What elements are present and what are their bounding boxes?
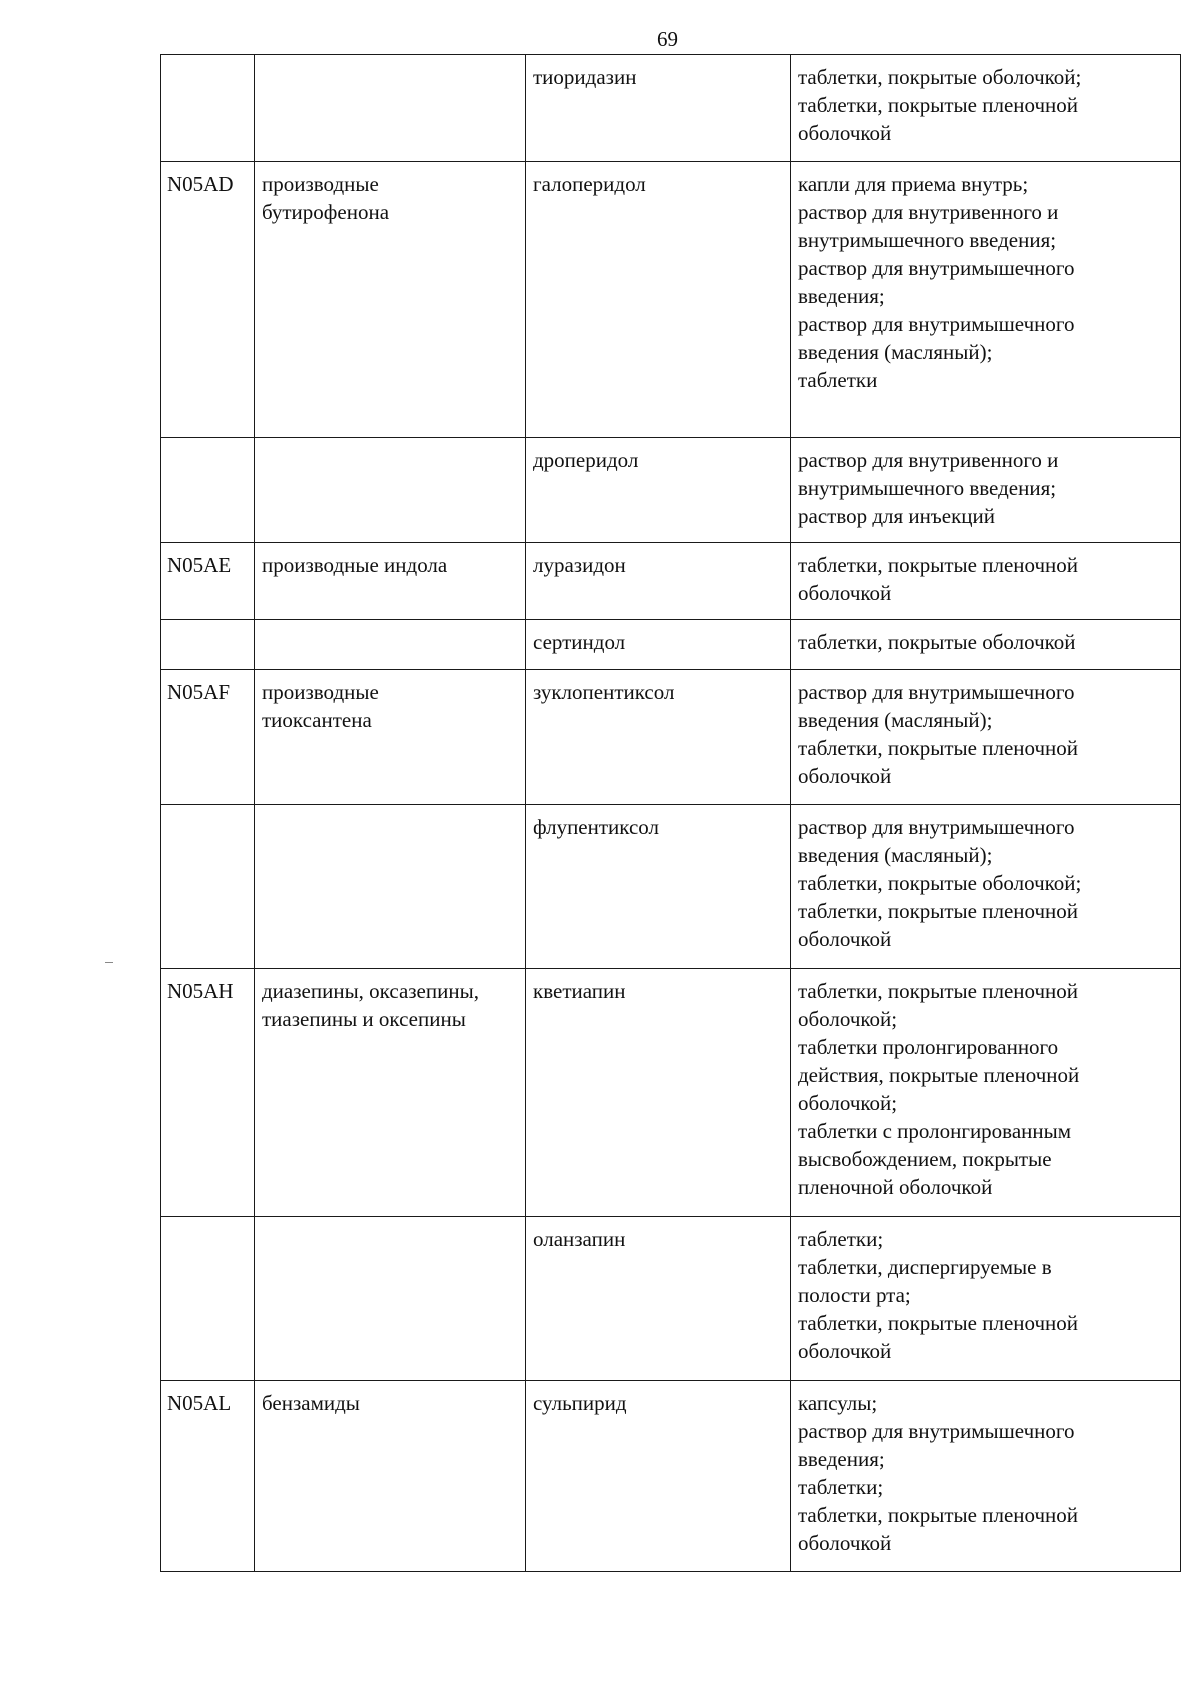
table-row — [161, 670, 1181, 805]
atc-code: N05AF — [167, 680, 231, 704]
dosage-form-line: таблетки, покрытые пленочной — [798, 553, 1079, 577]
dosage-form-line: введения (масляный); — [798, 340, 993, 364]
dosage-forms-cell — [791, 1381, 1181, 1572]
dosage-form-line: действия, покрытые пленочной — [798, 1063, 1080, 1087]
group-cell — [255, 969, 526, 1217]
dosage-form-line: таблетки пролонгированного — [798, 1035, 1059, 1059]
group-line: тиазепины и оксепины — [262, 1007, 466, 1031]
dosage-form-line: оболочкой; — [798, 1007, 898, 1031]
group-line: бензамиды — [262, 1391, 360, 1415]
drug-cell — [526, 1381, 791, 1572]
atc-code-cell — [161, 1381, 255, 1572]
atc-code-cell — [161, 805, 255, 969]
drug-cell — [526, 969, 791, 1217]
dosage-form-line: полости рта; — [798, 1283, 911, 1307]
dosage-form-line: раствор для внутримышечного — [798, 815, 1075, 839]
dosage-forms-cell — [791, 162, 1181, 438]
dosage-form-line: оболочкой — [798, 764, 892, 788]
atc-code-cell — [161, 438, 255, 543]
drug-name: дроперидол — [533, 448, 639, 472]
dosage-form-line: раствор для внутримышечного — [798, 256, 1075, 280]
group-line: производные индола — [262, 553, 448, 577]
dosage-form-line: оболочкой — [798, 1531, 892, 1555]
dosage-form-line: внутримышечного введения; — [798, 228, 1057, 252]
dosage-form-line: таблетки; — [798, 1227, 884, 1251]
dosage-form-line: капли для приема внутрь; — [798, 172, 1029, 196]
drug-name: галоперидол — [533, 172, 646, 196]
drug-name: зуклопентиксол — [533, 680, 675, 704]
atc-code-cell — [161, 1217, 255, 1381]
dosage-forms-cell — [791, 55, 1181, 162]
dosage-forms-cell — [791, 543, 1181, 620]
dosage-form-line: раствор для внутримышечного — [798, 680, 1075, 704]
group-cell — [255, 805, 526, 969]
dosage-form-line: таблетки — [798, 368, 878, 392]
dosage-form-line: таблетки, покрытые пленочной — [798, 1311, 1079, 1335]
scan-speck — [105, 962, 113, 963]
dosage-form-line: таблетки, покрытые пленочной — [798, 736, 1079, 760]
dosage-forms-cell — [791, 805, 1181, 969]
drug-cell — [526, 55, 791, 162]
drug-name: оланзапин — [533, 1227, 626, 1251]
drug-name: тиоридазин — [533, 65, 637, 89]
drug-cell — [526, 162, 791, 438]
atc-code: N05AE — [167, 553, 232, 577]
atc-code-cell — [161, 55, 255, 162]
drug-cell — [526, 543, 791, 620]
dosage-form-line: введения; — [798, 1447, 885, 1471]
drug-cell — [526, 620, 791, 670]
drug-name: сертиндол — [533, 630, 626, 654]
dosage-form-line: оболочкой — [798, 581, 892, 605]
dosage-form-line: таблетки, диспергируемые в — [798, 1255, 1052, 1279]
dosage-form-line: раствор для внутривенного и — [798, 448, 1059, 472]
dosage-form-line: таблетки, покрытые оболочкой; — [798, 65, 1082, 89]
atc-code-cell — [161, 969, 255, 1217]
dosage-form-line: оболочкой — [798, 121, 892, 145]
group-cell — [255, 162, 526, 438]
page-number: 69 — [657, 27, 678, 51]
dosage-form-line: оболочкой — [798, 927, 892, 951]
table-row — [161, 620, 1181, 670]
table-row — [161, 55, 1181, 162]
table-row — [161, 162, 1181, 438]
atc-code: N05AH — [167, 979, 234, 1003]
group-line: производные — [262, 680, 379, 704]
dosage-forms-cell — [791, 438, 1181, 543]
dosage-form-line: таблетки, покрытые пленочной — [798, 979, 1079, 1003]
group-cell — [255, 438, 526, 543]
dosage-form-line: раствор для внутривенного и — [798, 200, 1059, 224]
atc-code-cell — [161, 543, 255, 620]
dosage-forms-cell — [791, 969, 1181, 1217]
table-body — [161, 55, 1181, 1572]
group-line: диазепины, оксазепины, — [262, 979, 479, 1003]
group-line: бутирофенона — [262, 200, 390, 224]
dosage-form-line: введения; — [798, 284, 885, 308]
dosage-form-line: таблетки, покрытые оболочкой; — [798, 871, 1082, 895]
drug-name: луразидон — [533, 553, 626, 577]
group-line: производные — [262, 172, 379, 196]
group-cell — [255, 543, 526, 620]
dosage-form-line: таблетки, покрытые пленочной — [798, 899, 1079, 923]
table-row — [161, 438, 1181, 543]
group-cell — [255, 670, 526, 805]
group-line: тиоксантена — [262, 708, 372, 732]
dosage-form-line: таблетки, покрытые оболочкой — [798, 630, 1076, 654]
table-row — [161, 543, 1181, 620]
atc-code-cell — [161, 620, 255, 670]
table-row — [161, 969, 1181, 1217]
drug-cell — [526, 670, 791, 805]
dosage-form-line: таблетки, покрытые пленочной — [798, 93, 1079, 117]
dosage-form-line: раствор для инъекций — [798, 504, 995, 528]
dosage-form-line: раствор для внутримышечного — [798, 1419, 1075, 1443]
dosage-form-line: оболочкой; — [798, 1091, 898, 1115]
drug-table — [160, 54, 1181, 1572]
group-cell — [255, 55, 526, 162]
dosage-form-line: таблетки с пролонгированным — [798, 1119, 1072, 1143]
dosage-form-line: внутримышечного введения; — [798, 476, 1057, 500]
dosage-form-line: капсулы; — [798, 1391, 878, 1415]
dosage-form-line: таблетки; — [798, 1475, 884, 1499]
group-cell — [255, 1217, 526, 1381]
dosage-form-line: пленочной оболочкой — [798, 1175, 993, 1199]
dosage-forms-cell — [791, 620, 1181, 670]
dosage-form-line: раствор для внутримышечного — [798, 312, 1075, 336]
dosage-forms-cell — [791, 1217, 1181, 1381]
table-row — [161, 805, 1181, 969]
group-cell — [255, 1381, 526, 1572]
drug-cell — [526, 438, 791, 543]
dosage-form-line: введения (масляный); — [798, 843, 993, 867]
atc-code-cell — [161, 670, 255, 805]
table-row — [161, 1217, 1181, 1381]
drug-name: кветиапин — [533, 979, 626, 1003]
dosage-form-line: высвобождением, покрытые — [798, 1147, 1052, 1171]
dosage-forms-cell — [791, 670, 1181, 805]
drug-name: флупентиксол — [533, 815, 659, 839]
dosage-form-line: введения (масляный); — [798, 708, 993, 732]
atc-code-cell — [161, 162, 255, 438]
dosage-form-line: таблетки, покрытые пленочной — [798, 1503, 1079, 1527]
dosage-form-line: оболочкой — [798, 1339, 892, 1363]
drug-cell — [526, 1217, 791, 1381]
group-cell — [255, 620, 526, 670]
drug-name: сульпирид — [533, 1391, 627, 1415]
drug-cell — [526, 805, 791, 969]
atc-code: N05AL — [167, 1391, 232, 1415]
table-row — [161, 1381, 1181, 1572]
atc-code: N05AD — [167, 172, 234, 196]
